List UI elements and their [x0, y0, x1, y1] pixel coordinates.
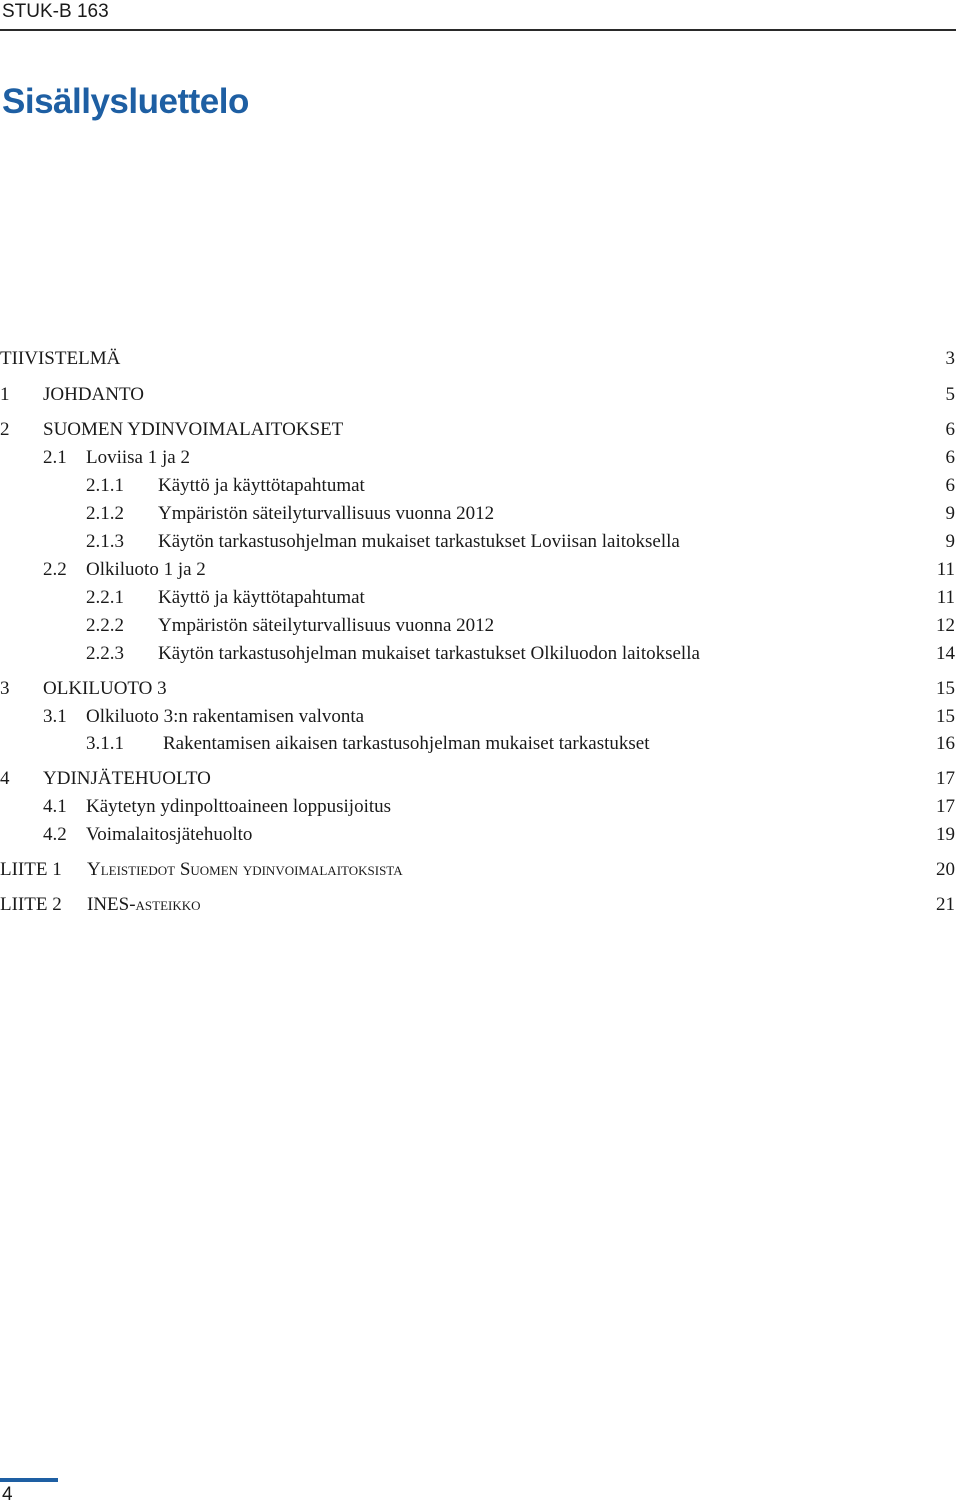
- toc-entry-4-2[interactable]: [0, 822, 955, 848]
- page-number: 4: [2, 1484, 13, 1505]
- toc-entry-liite-1[interactable]: [0, 857, 955, 883]
- toc-entry-number: 2.2.1: [86, 587, 124, 608]
- toc-entry-4-1[interactable]: [0, 794, 955, 820]
- toc-entry-number: 2.1.3: [86, 531, 124, 552]
- toc-entry-title: Käyttö ja käyttötapahtumat: [158, 587, 365, 608]
- toc-entry-2-1-3[interactable]: [0, 529, 955, 555]
- toc-entry-number: 3: [0, 678, 10, 699]
- toc-entry-number: 2.1.1: [86, 475, 124, 496]
- toc-entry-title: Olkiluoto 1 ja 2: [86, 559, 206, 580]
- toc-entry-page: 12: [936, 615, 955, 636]
- toc-entry-page: 15: [936, 706, 955, 727]
- toc-entry-page: 20: [936, 859, 955, 880]
- toc-entry-4[interactable]: [0, 766, 955, 792]
- toc-entry-2-1-2[interactable]: [0, 501, 955, 527]
- toc-entry-number: 2: [0, 419, 10, 440]
- toc-entry-page: 9: [945, 503, 955, 524]
- toc-entry-page: 14: [936, 643, 955, 664]
- toc-entry-number: 2.2.3: [86, 643, 124, 664]
- header-rule: [0, 29, 956, 31]
- toc-entry-number: 2.2: [43, 559, 67, 580]
- toc-entry-number: 4.2: [43, 824, 67, 845]
- toc-entry-title: YDINJÄTEHUOLTO: [43, 768, 211, 789]
- toc-entry-page: 15: [936, 678, 955, 699]
- toc-entry-page: 6: [945, 419, 955, 440]
- toc-entry-page: 5: [945, 384, 955, 405]
- toc-entry-title: OLKILUOTO 3: [43, 678, 167, 699]
- toc-entry-title: Olkiluoto 3:n rakentamisen valvonta: [86, 706, 365, 727]
- toc-entry-title: JOHDANTO: [43, 384, 144, 405]
- toc-entry-title: INES-asteikko: [87, 894, 201, 915]
- toc-entry-3-1[interactable]: [0, 704, 955, 730]
- toc-entry-number: LIITE 1: [0, 859, 62, 880]
- toc-entry-page: 11: [936, 559, 955, 580]
- toc-entry-title: Ympäristön säteilyturvallisuus vuonna 2012: [158, 615, 495, 636]
- toc-entry-number: 2.1: [43, 447, 67, 468]
- toc-entry-3-1-1[interactable]: [0, 731, 955, 757]
- toc-entry-page: 19: [936, 824, 955, 845]
- toc-entry-number: 2.2.2: [86, 615, 124, 636]
- toc-entry-title: Ympäristön säteilyturvallisuus vuonna 2012: [158, 503, 495, 524]
- toc-entry-title: Rakentamisen aikaisen tarkastusohjelman mukaiset tarkastukset: [163, 733, 650, 754]
- footer-accent-bar: [0, 1478, 58, 1482]
- toc-entry-2-2-1[interactable]: [0, 585, 955, 611]
- toc-entry-page: 21: [936, 894, 955, 915]
- toc-entry-number: 3.1.1: [86, 733, 124, 754]
- toc-entry-2-2[interactable]: [0, 557, 955, 583]
- toc-entry-2-1[interactable]: [0, 445, 955, 471]
- toc-entry-2[interactable]: [0, 417, 955, 443]
- toc-entry-page: 6: [945, 475, 955, 496]
- toc-entry-number: 2.1.2: [86, 503, 124, 524]
- toc-entry-2-2-2[interactable]: [0, 613, 955, 639]
- toc-entry-title: Yleistiedot Suomen ydinvoimalaitoksista: [87, 859, 403, 880]
- toc-entry-page: 6: [945, 447, 955, 468]
- toc-entry-number: 4.1: [43, 796, 67, 817]
- toc-entry-number: 4: [0, 768, 10, 789]
- toc-entry-2-2-3[interactable]: [0, 641, 955, 667]
- toc-entry-title: Loviisa 1 ja 2: [86, 447, 190, 468]
- toc-entry-liite-2[interactable]: [0, 892, 955, 918]
- toc-entry-3[interactable]: [0, 676, 955, 702]
- running-header: STUK-B 163: [2, 1, 109, 22]
- toc-entry-title: Käytetyn ydinpolttoaineen loppusijoitus: [86, 796, 392, 817]
- toc-entry-title: SUOMEN YDINVOIMALAITOKSET: [43, 419, 344, 440]
- page-title: Sisällysluettelo: [2, 82, 249, 121]
- toc-entry-page: 9: [945, 531, 955, 552]
- toc-entry-2-1-1[interactable]: [0, 473, 955, 499]
- toc-entry-number: 3.1: [43, 706, 67, 727]
- toc-entry-tiivistelma[interactable]: [0, 346, 955, 372]
- toc-entry-page: 17: [936, 796, 955, 817]
- toc-entry-1[interactable]: [0, 382, 955, 408]
- toc-entry-title: Käytön tarkastusohjelman mukaiset tarkastukset Loviisan laitoksella: [158, 531, 680, 552]
- toc-entry-number: 1: [0, 384, 10, 405]
- toc-entry-title: Käytön tarkastusohjelman mukaiset tarkastukset Olkiluodon laitoksella: [158, 643, 700, 664]
- toc-entry-number: LIITE 2: [0, 894, 62, 915]
- toc-entry-page: 3: [945, 348, 955, 369]
- toc-entry-title: Voimalaitosjätehuolto: [86, 824, 253, 845]
- toc-entry-page: 11: [936, 587, 955, 608]
- toc-entry-title: Käyttö ja käyttötapahtumat: [158, 475, 365, 496]
- toc-entry-page: 17: [936, 768, 955, 789]
- toc-entry-page: 16: [936, 733, 955, 754]
- toc-entry-title: TIIVISTELMÄ: [0, 348, 121, 369]
